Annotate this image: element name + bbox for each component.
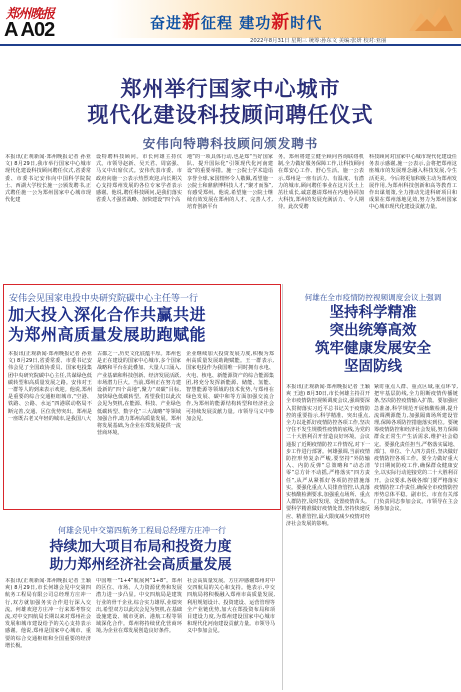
boxed-article	[3, 284, 281, 510]
boxed-headline-line-1: 加大投入深化合作共赢共进	[8, 305, 207, 324]
banner-slogan	[150, 8, 322, 34]
bottom-headline	[3, 538, 278, 574]
masthead	[0, 0, 461, 46]
bottom-kicker: 何雄会见中交第四航务工程局总经理方庄冲一行	[58, 526, 226, 535]
boxed-body-col-1: 本报讯(正观新闻·郑州晚报记者 孙亚文) 8月29日,省委常委、市委书记安伟会见了全国政协委员、国家电投集团中央研究院碳中心主任,共谋绿色低碳转型和高质量发展之路。安伟对王一群等人的到来表示欢迎。他说,郑州是重要的综合交通枢纽城市,“空港、铁路、公路、水运”四港联动格局不断完善,交通、区位优势突出。郑州是一座既古老又年轻的城市,是我国八大	[8, 351, 92, 422]
boxed-kicker: 安伟会见国家电投中央研究院碳中心主任等一行	[9, 294, 199, 304]
page-code: A A02	[4, 19, 55, 41]
lead-body-col-3: 地”的一项具体行动,也是郑“当好国家队、提升国际化”引领现代化河南建设”的重要举措。施一公院士学术造诣享誉全球,家国情怀令人敬佩,希望施一公院士和鼎鼎博科技人才,“聚才而鉴”,有感受郑州。他说,希望施一公院士继续有效发展在郑州的人才、完善人才,培育创新平台	[187, 154, 273, 211]
banner-slogan-right: 时代	[290, 14, 323, 32]
bottom-headline-line-1: 持续加大项目布局和投资力度	[49, 539, 232, 555]
lead-body-col-4: 务。郑州将建立健全顾问咨询联络机制,全力做好服务保障工作,让科技顾问在郑安心工作、舒心生活。施一公表示,郑州是一座有活力、有温度、有潜力的城市,顾问聘任事业在这片沃土上茁壮成长,诚意邀请郑州在内地协同加大科技,郑州的发展充满活力、令人期待。此次受聘	[278, 154, 364, 211]
boxed-headline	[8, 305, 206, 345]
boxed-body-col-2: 古都之一,历史文化底蕴丰厚。郑州也是正在建设的国家中心城市,多个国家战略和平台在此叠加、大量人口涌入,产业基础和科技创新、经济发展活跃,市场潜力巨大。当前,郑州正在努力建设新的“四个高地”,聚力“双碳”目标,加快绿色低碳转型。希望我们以此次会见为契机,在能源、科技、产业绿色低碳转型、数字化“三大战略”等领域加强合作,助力郑州高质量发展。郑州将发展基础,为企业在郑发展提供一流营商环境。	[97, 351, 181, 437]
bottom-body-col-3: 社会高质量发展。方庄冲感谢郑州对中交四航局的关心和支持。他表示,中交四航局将积极融入郑州市高质量发展,利用规划设计、投资建设、运营管理等全产业链优势,加大在郑投资布局和项目建设力度,为郑州建设国家中心城市和现代化河南建设贡献力量。市领导马义中参加会见。	[187, 578, 275, 635]
banner-slogan-new-1: 新	[182, 12, 202, 33]
banner-slogan-mid: 征程 建功	[201, 14, 272, 32]
right-headline-line-4: 坚固防线	[344, 359, 402, 375]
lead-headline-line-1: 郑州举行国家中心城市	[120, 77, 341, 101]
bottom-headline-line-2: 助力郑州经济社会高质量发展	[49, 557, 232, 573]
newspaper-logo: 郑州晚报	[6, 7, 55, 22]
right-body-col-2: 紧盯重点人群、重点区域,重点环节,把牢基层防线,全力阻断疫情传播链条,坚决防控疫情输入扩散。要加强应急准备,科学规范开展核酸检测,提升流调溯源能力,加强隔离场所建设管理,保障各项防控措施落实到位。要统筹疫情防控和经济社会发展,努力保障群众正常生产生活需求,维护社会稳定。要强化责任担当,严格落实属地、部门、单位、个人四方责任,坚决做好疫情防控各项工作。要全力做好重大节日期间防疫工作,确保群众健康安全,以实际行动迎接党的二十大胜利召开。会议要求,各级各部门要严格落实疫情防控工作责任,确保全市疫情防控形势总体平稳。副市长、市直有关部门负责同志参加会议。市领导在主会场参加会议。	[374, 384, 458, 513]
masthead-rule	[0, 44, 461, 46]
right-headline-line-3: 筑牢健康发展安全	[315, 341, 431, 357]
right-headline-line-1: 坚持科学精准	[329, 305, 417, 321]
masthead-banner	[110, 0, 461, 38]
banner-slogan-new-2: 新	[271, 12, 291, 33]
lead-body-col-5: 科技顾问对国家中心城市现代化建设任务表示感谢,施一公表示,会将把郑州这座城市的发展理念融入科技发展,令生活更美。今后将更加积极主动为郑州发展作用,为郑州科技创新和高等教育工作出谋划策,全力推动先进科研项目和成果在郑州落地见效,努力为郑州国家中心城市现代化建设贡献力量。	[369, 154, 457, 211]
lead-subheadline: 安伟向特聘科技顾问颁发聘书	[142, 136, 319, 151]
boxed-headline-line-2: 为郑州高质量发展助跑赋能	[8, 325, 207, 344]
bottom-body-col-2: 中国唯一“1+4”航展网“1+8”。郑州的区位、市场、人力资源优势和发展潜力进一步凸显。中交四航局是建筑行业的骨干企业,综合实力雄厚,业绩突出,希望双方以此次会见为契机,在基础设施建设、城市更新、港航工程等领域深化合作。郑州将持续优化营商环境,为企业在郑发展创造良好条件。	[96, 578, 182, 635]
lead-headline-line-2: 现代化建设科技顾问聘任仪式	[87, 103, 374, 127]
right-kicker: 何雄在全市疫情防控视频调度会议上强调	[304, 293, 442, 302]
banner-decoration-icon	[407, 3, 455, 33]
right-body-col-1: 本报讯(正观新闻·郑州晚报记者 王颖爽 王迪) 8月30日,市长何雄主持召开全市疫情防控视频调度会议,强调要深入贯彻落实习近平总书记关于疫情防控的重要指示,科学精准、突出重点,全力以赴抓好疫情防控各项工作,坚决守住不发生规模性疫情的底线,为党的二十大胜利召开营造良好环境。会议通报了近期疫情防控工作情况,对下一步工作进行部署。何雄强调,当前疫情防控形势复杂严峻,要坚持“外防输入、内防反弹”总策略和“动态清零”总方针不动摇,严格落实“四方责任”,从严从紧抓好各项防控措施落实。要强化重点人员排查管控,认真落实核酸检测要求,加强重点场所、重点人群防控,及时发现、处置疫情苗头。要科学精准做好疫情处置,坚持快速反应、精准管控,最大限度减少疫情对经济社会发展的影响。	[286, 384, 370, 527]
lead-headline	[0, 76, 461, 128]
bottom-body-col-1: 本报讯(正观新闻·郑州晚报记者 王颖爽) 8月29日,市长何雄会见中交第四航务工程局有限公司总经理方庄冲一行,双方就加强务实合作进行深入交流。何雄欢迎方庄冲一行来郑考察交流,对中交四航局长期以来对郑州社会发展和城市建设给予的关心支持表示感谢。他说,郑州是国家中心城市、重要的综合交通枢纽和全国重要的经济增长极。	[5, 578, 91, 649]
lead-body-col-2: 设特聘科技顾问。市长何雄主持仪式。市领导赵新、吴天君、周富强、马义中出席仪式。安伟代表市委、市政府向施一公表示热烈欢迎,向长期关心支持郑州发展的各位专家学者表示感谢。他说,聘任科技顾问,是我们落实省委人才强省战略、加快建设“四个高	[96, 154, 182, 204]
issue-info: 2022年8月31日 星期三 统筹:孙东文 美编:张妍 校对:亚丽	[250, 38, 387, 44]
column-divider	[282, 284, 283, 690]
lead-body-col-1: 本报讯(正观新闻·郑州晚报记者 孙亚文) 8月29日,我市举行国家中心城市现代化建设科技顾问聘任仪式,省委常委、市委书记安伟向中国科学院院士、西湖大学校长施一公颁发聘书,正式聘任施一公为郑州国家中心城市现代化建	[5, 154, 91, 204]
boxed-body-col-3: 企业继续加大投资发展力度,积极为郑州高质量发展助跑赋能。王一群表示,国家电投作为我国唯一同时拥有水电、火电、核电、新能源资产的综合能源集团,将充分发挥新能源、储能、氢能、智慧能源等领域的技术优势,与郑州在绿色发展、碳中和等方面加强交流合作,为郑州的能源结构转型和经济社会可持续发展贡献力量。市领导马义中参加会见。	[186, 351, 274, 422]
masthead-left	[0, 0, 110, 46]
right-headline	[285, 304, 461, 376]
right-headline-line-2: 突出统筹高效	[329, 323, 417, 339]
banner-slogan-left: 奋进	[150, 14, 183, 32]
